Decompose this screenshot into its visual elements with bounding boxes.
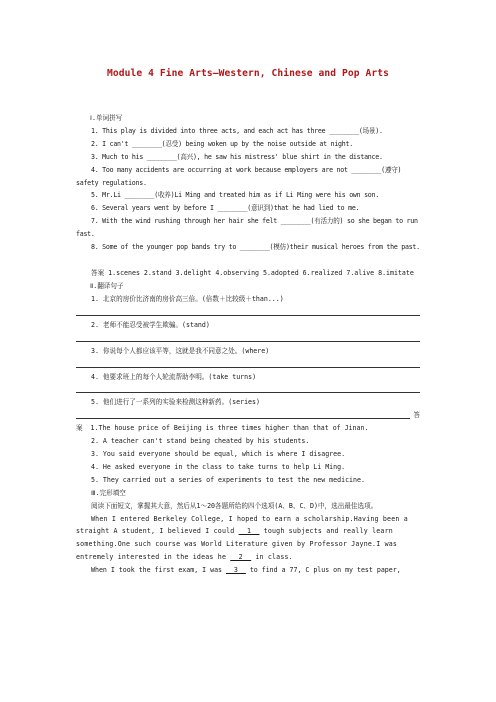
cloze-blank-3[interactable]: __3__ xyxy=(225,566,246,575)
translate-answer-1 xyxy=(76,422,420,435)
translate-item-3: 3. 你说每个人都应该平等，这就是我不同意之处。(where) xyxy=(91,346,270,355)
translate-item-5: 5. 他们进行了一系列的实验来检测这种新药。(series) xyxy=(91,398,260,407)
translate-answer-4: 4. He asked everyone in the class to take turns to help Li Ming. xyxy=(91,462,346,471)
vocab-item-6: 6. Several years went by before I ________(意识到)that he had lied to me. xyxy=(91,204,360,213)
vocab-item-4: 4. Too many accidents are occurring at work because employers are not ________(遵守) safety regulations. xyxy=(76,165,402,187)
vocab-item-5: 5. Mr.Li ________(收养)Li Ming and treated him as if Li Ming were his own son. xyxy=(91,191,379,200)
translate-answer-5: 5. They carried out a series of experiments to test the new medicine. xyxy=(91,475,365,484)
translate-answer-1-text: 1.The house price of Beijing is three times higher than that of Jinan. xyxy=(90,424,369,433)
cloze-paragraph-2: When I took the first exam, I was __3__ to find a 77, C plus on my test paper, xyxy=(91,566,401,575)
document-body xyxy=(76,112,420,577)
vocab-item-8: 8. Some of the younger pop bands try to ________(模仿)their musical heroes from the past. xyxy=(91,243,420,252)
vocab-item-7: 7. With the wind rushing through her hair she felt ________(有活力的) so she began to run fast. xyxy=(76,217,418,239)
answer-line-1[interactable] xyxy=(76,315,420,316)
cloze-paragraph-1: When I entered Berkeley College, I hoped to earn a scholarship.Having been a straight A student, I believed I could __1__ tough subjects and really learn something.One such course was World Literature given by Professor Jayne.I was entremely interested in the ideas he __2__ in class. xyxy=(76,514,408,562)
translate-answer-label-top: 答 xyxy=(413,411,420,420)
vocab-item-3: 3. Much to his ________(高兴), he saw his mistress' blue shirt in the distance. xyxy=(91,152,383,161)
vocab-item-1: 1. This play is divided into three acts, and each act has three ________(场景). xyxy=(91,126,383,135)
vocab-answer: 答案 1.scenes 2.stand 3.delight 4.observing 5.adopted 6.realized 7.alive 8.imitate xyxy=(91,268,414,277)
translate-item-2: 2. 老师不能忍受被学生欺骗。(stand) xyxy=(91,320,210,329)
section3-heading: Ⅲ.完形填空 xyxy=(91,488,126,497)
answer-line-5[interactable] xyxy=(76,418,410,419)
answer-line-4[interactable] xyxy=(76,392,420,393)
translate-answer-3: 3. You said everyone should be equal, which is where I disagree. xyxy=(91,450,346,459)
cloze-blank-2[interactable]: __2__ xyxy=(230,553,252,562)
cloze-blank-1[interactable]: __1__ xyxy=(238,527,260,536)
section2-heading: Ⅱ.翻译句子 xyxy=(90,281,124,290)
page-title: Module 4 Fine Arts—Western, Chinese and Pop Arts xyxy=(106,68,390,79)
translate-answer-2: 2. A teacher can't stand being cheated by his students. xyxy=(91,437,310,446)
section1-heading: Ⅰ.单词拼写 xyxy=(90,114,123,122)
cloze-instruction: 阅读下面短文，掌握其大意，然后从1～20各题所给的四个选项(A、B、C、D)中，选出最佳选项。 xyxy=(91,501,378,510)
translate-item-4: 4. 他要求班上的每个人轮流帮助李明。(take turns) xyxy=(91,372,257,381)
translate-item-1: 1. 北京的房价比济南的房价高三倍。(倍数＋比较级＋than...) xyxy=(91,294,284,303)
vocab-item-2: 2. I can't ________(忍受) being woken up by the noise outside at night. xyxy=(91,139,353,148)
answer-line-3[interactable] xyxy=(76,367,420,368)
answer-line-2[interactable] xyxy=(76,341,420,342)
translate-answer-label-bottom: 案 xyxy=(76,424,83,433)
